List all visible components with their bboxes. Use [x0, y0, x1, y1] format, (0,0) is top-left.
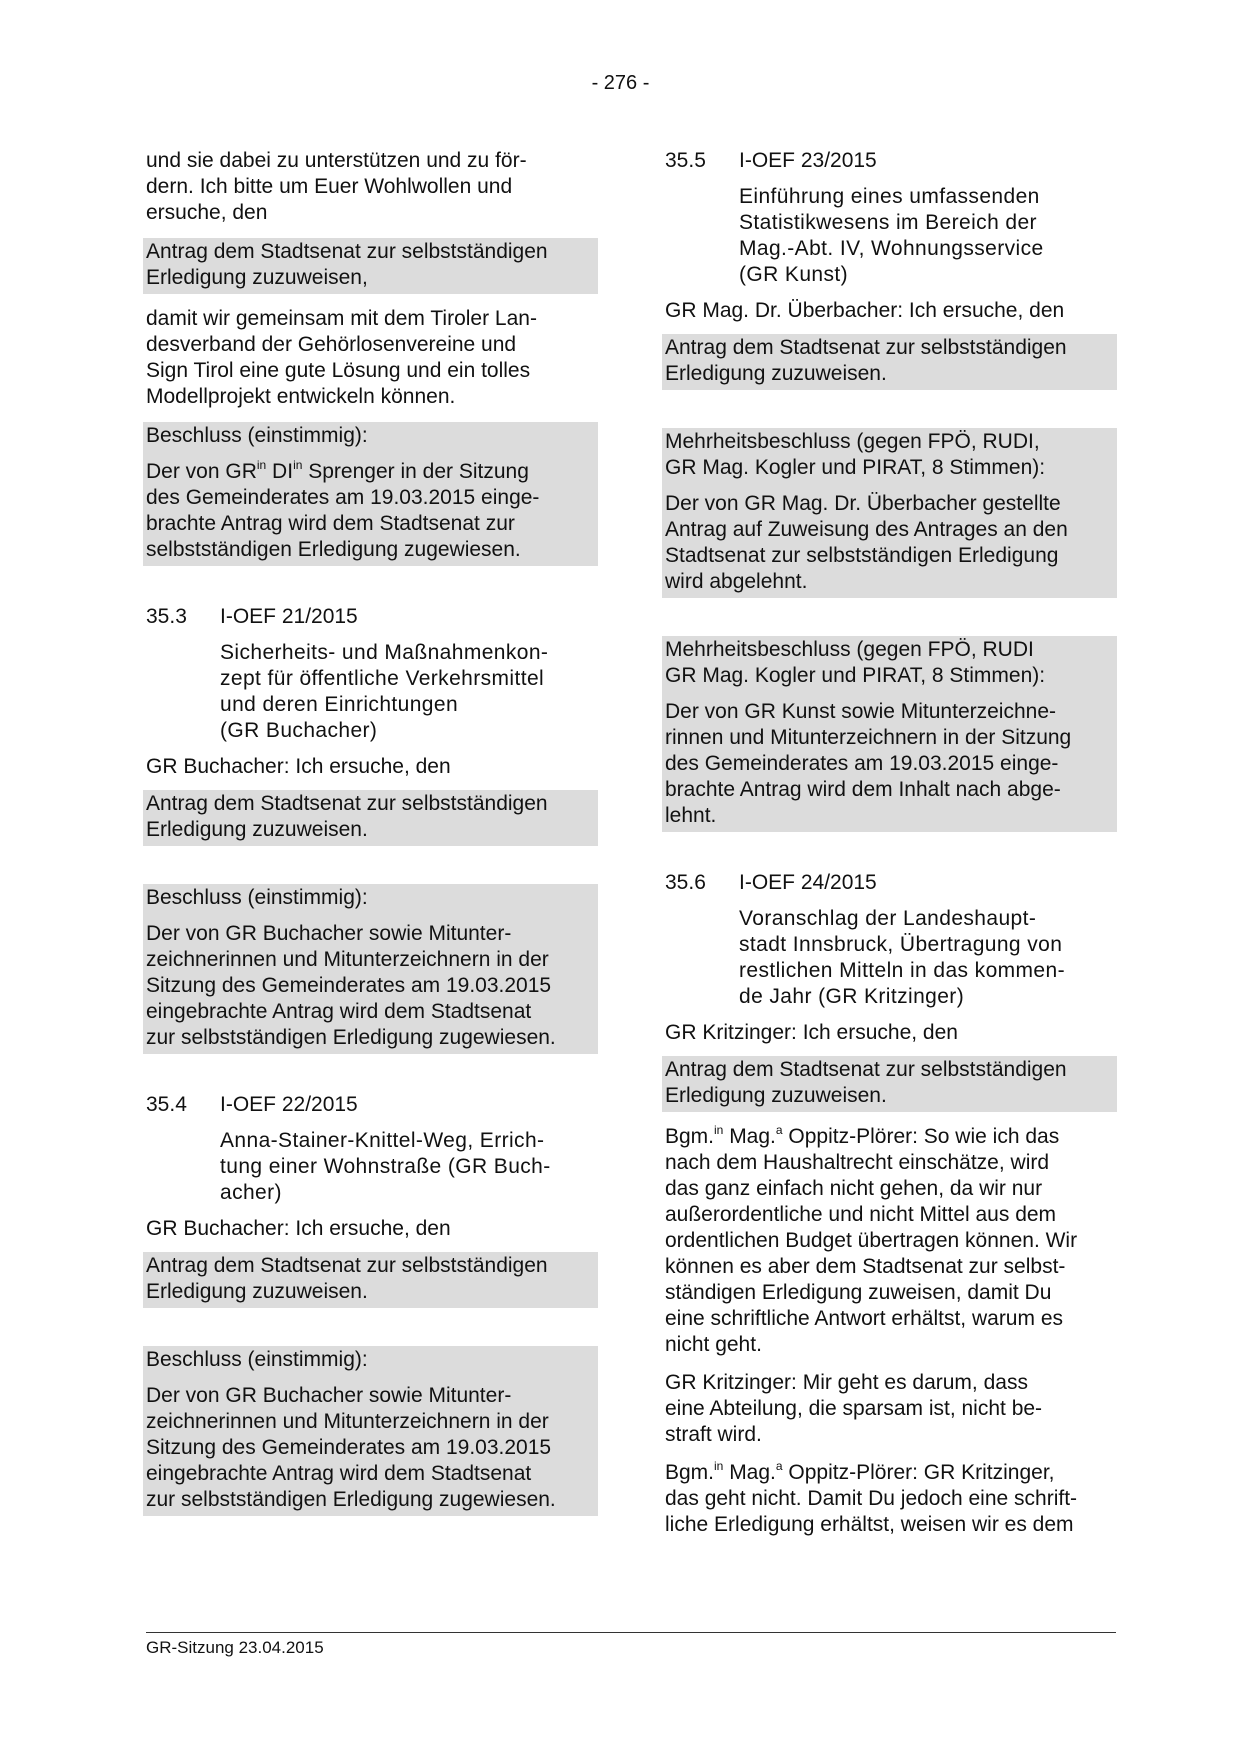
agenda-item-35-4: [146, 1092, 598, 1118]
beschluss-text: Der von GR Buchacher sowie Mitunter- zeichnerinnen und Mitunterzeichnern in der Sitzung des Gemeinderates am 19.03.2015 eingebrachte Antrag wird dem Stadtsenat zur selbstständigen Erledigung zugewiesen.: [146, 1384, 556, 1511]
intro-text: und sie dabei zu unterstützen und zu för- dern. Ich bitte um Euer Wohlwollen und ersuche, den: [146, 149, 527, 224]
request-text: GR Mag. Dr. Überbacher: Ich ersuche, den: [665, 299, 1065, 322]
speech-text: Bgm.$^{in}$ Mag.$^a$ Oppitz-Plörer: So wie ich das nach dem Haushaltrecht einschätze, wird das ganz einfach nicht gehen, da wir nur außerordentliche und nicht Mittel aus dem ordentlichen Budget übertragen können. Wir können es aber dem Stadtsenat zur selbst- ständigen Erledigung zuweisen, damit Du eine schriftliche Antwort erhältst, warum es nicht geht.: [665, 1123, 1078, 1356]
page-number: - 276 -: [591, 72, 650, 94]
beschluss-text: Der von GR Mag. Dr. Überbacher gestellte Antrag auf Zuweisung des Antrages an den Stadtsenat zur selbstständigen Erledigung wird abgelehnt.: [665, 492, 1068, 593]
item-title: Voranschlag der Landeshaupt- stadt Innsbruck, Übertragung von restlichen Mitteln in das kommen- de Jahr (GR Kritzinger): [739, 907, 1065, 1008]
item-code: I-OEF 21/2015: [220, 605, 358, 628]
request-text: GR Buchacher: Ich ersuche, den: [146, 1217, 451, 1240]
left-column: [146, 148, 598, 1516]
antrag-box: Antrag dem Stadtsenat zur selbstständigen Erledigung zuzuweisen.: [143, 790, 598, 846]
agenda-item-35-6: [665, 870, 1117, 896]
beschluss-label: Beschluss (einstimmig):: [146, 424, 368, 447]
antrag-box: Antrag dem Stadtsenat zur selbstständigen Erledigung zuzuweisen.: [143, 1252, 598, 1308]
beschluss-text: Der von $GR^{in}$ $DI^{in}$ Sprenger in der Sitzung des Gemeinderates am 19.03.2015 einge- brachte Antrag wird dem Stadtsenat zur selbstständigen Erledigung zugewiesen.: [146, 458, 540, 561]
item-number: 35.5: [665, 149, 706, 172]
beschluss-label: Beschluss (einstimmig):: [146, 1348, 368, 1371]
continuation-text: damit wir gemeinsam mit dem Tiroler Lan- desverband der Gehörlosenvereine und Sign Tirol eine gute Lösung und ein tolles Modellprojekt entwickeln können.: [146, 307, 537, 408]
item-title: Anna-Stainer-Knittel-Weg, Errich- tung einer Wohnstraße (GR Buch- acher): [220, 1129, 551, 1204]
footer-text: GR-Sitzung 23.04.2015: [146, 1638, 324, 1657]
antrag-box: Antrag dem Stadtsenat zur selbstständigen Erledigung zuzuweisen.: [662, 1056, 1117, 1112]
mehrheitsbeschluss-box: [662, 428, 1117, 598]
beschluss-box: [143, 422, 598, 566]
item-code: I-OEF 23/2015: [739, 149, 877, 172]
beschluss-box: [143, 1346, 598, 1516]
beschluss-text: Der von GR Kunst sowie Mitunterzeichne- rinnen und Mitunterzeichnern in der Sitzung des Gemeinderates am 19.03.2015 einge- brachte Antrag wird dem Inhalt nach abge- lehnt.: [665, 700, 1072, 827]
item-number: 35.6: [665, 871, 706, 894]
beschluss-box: [143, 884, 598, 1054]
beschluss-label: Mehrheitsbeschluss (gegen FPÖ, RUDI, GR Mag. Kogler und PIRAT, 8 Stimmen):: [665, 430, 1046, 479]
speech-text: GR Kritzinger: Mir geht es darum, dass eine Abteilung, die sparsam ist, nicht be- straft wird.: [665, 1371, 1043, 1446]
item-code: I-OEF 24/2015: [739, 871, 877, 894]
antrag-box: Antrag dem Stadtsenat zur selbstständigen Erledigung zuzuweisen,: [143, 238, 598, 294]
item-title: Einführung eines umfassenden Statistikwesens im Bereich der Mag.-Abt. IV, Wohnungsservice (GR Kunst): [739, 185, 1044, 286]
right-column: [665, 148, 1117, 1538]
agenda-item-35-3: [146, 604, 598, 630]
speech-text: Bgm.$^{in}$ Mag.$^a$ Oppitz-Plörer: GR Kritzinger, das geht nicht. Damit Du jedoch eine schrift- liche Erledigung erhältst, weisen wir es dem: [665, 1459, 1078, 1536]
request-text: GR Kritzinger: Ich ersuche, den: [665, 1021, 958, 1044]
beschluss-text: Der von GR Buchacher sowie Mitunter- zeichnerinnen und Mitunterzeichnern in der Sitzung des Gemeinderates am 19.03.2015 eingebrachte Antrag wird dem Stadtsenat zur selbstständigen Erledigung zugewiesen.: [146, 922, 556, 1049]
agenda-item-35-5: [665, 148, 1117, 174]
mehrheitsbeschluss-box: [662, 636, 1117, 832]
footer-divider: [146, 1632, 1116, 1633]
beschluss-label: Beschluss (einstimmig):: [146, 886, 368, 909]
item-number: 35.4: [146, 1093, 187, 1116]
beschluss-label: Mehrheitsbeschluss (gegen FPÖ, RUDI GR Mag. Kogler und PIRAT, 8 Stimmen):: [665, 638, 1046, 687]
item-code: I-OEF 22/2015: [220, 1093, 358, 1116]
request-text: GR Buchacher: Ich ersuche, den: [146, 755, 451, 778]
item-title: Sicherheits- und Maßnahmenkon- zept für öffentliche Verkehrsmittel und deren Einrichtungen (GR Buchacher): [220, 641, 549, 742]
antrag-box: Antrag dem Stadtsenat zur selbstständigen Erledigung zuzuweisen.: [662, 334, 1117, 390]
item-number: 35.3: [146, 605, 187, 628]
